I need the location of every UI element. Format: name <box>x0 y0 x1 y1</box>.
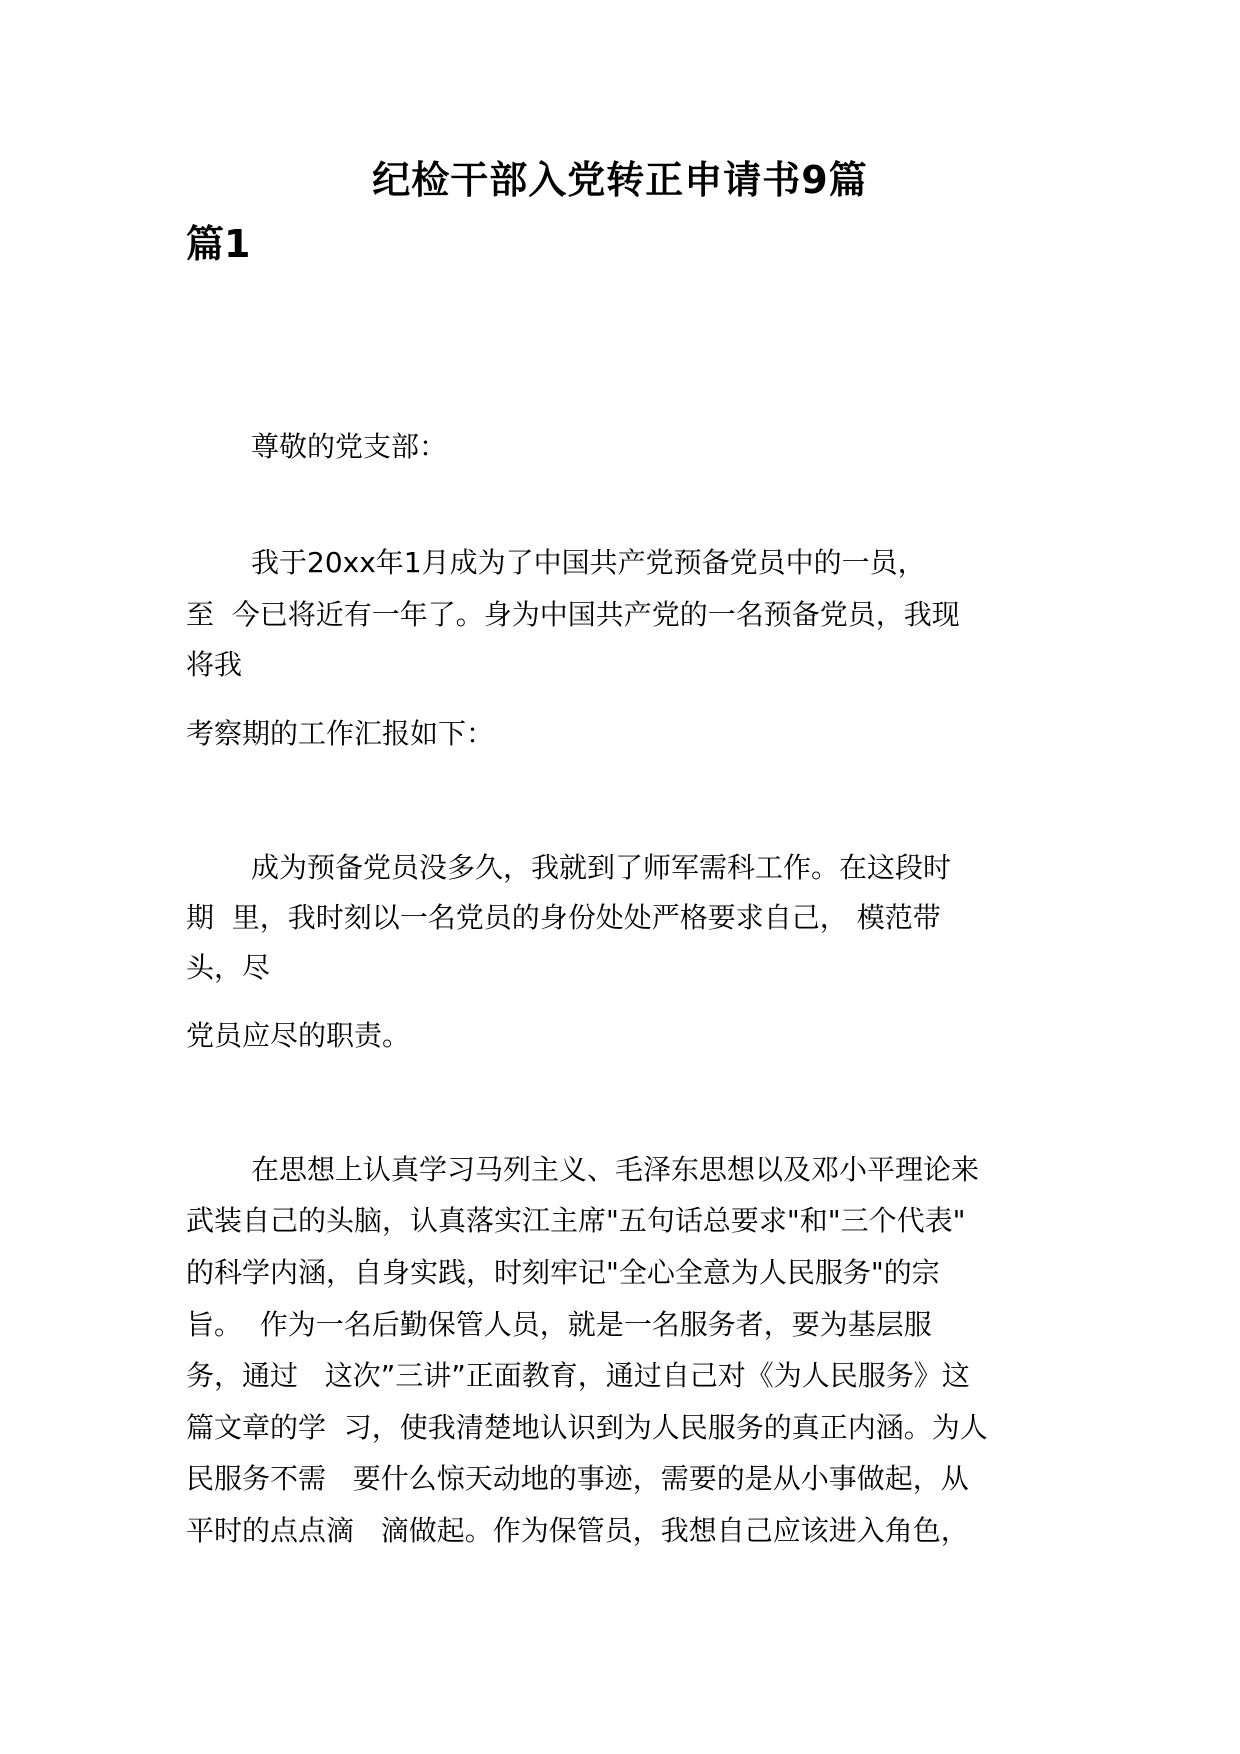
paragraph-1-line-3: 将我 <box>186 648 243 681</box>
paragraph-3-line-1: 在思想上认真学习马列主义、毛泽东思想以及邓小平理论来 <box>251 1153 980 1186</box>
document-title: 纪检干部入党转正申请书9篇 <box>372 158 868 202</box>
paragraph-3-line-4: 旨。 作为一名后勤保管人员，就是一名服务者，要为基层服 <box>186 1308 932 1341</box>
salutation: 尊敬的党支部： <box>251 430 448 463</box>
paragraph-3-line-8: 平时的点点滴 滴做起。作为保管员，我想自己应该进入角色， <box>186 1514 969 1547</box>
paragraph-2-line-1: 成为预备党员没多久，我就到了师军需科工作。在这段时 <box>251 851 952 884</box>
paragraph-3-line-6: 篇文章的学 习，使我清楚地认识到为人民服务的真正内涵。为人 <box>186 1411 988 1444</box>
paragraph-1-line-1: 我于20xx年1月成为了中国共产党预备党员中的一员， <box>251 546 926 579</box>
paragraph-3-line-3: 的科学内涵，自身实践，时刻牢记"全心全意为人民服务"的宗 <box>186 1256 940 1289</box>
paragraph-2-line-2: 期 里，我时刻以一名党员的身份处处严格要求自己， 模范带 <box>186 901 941 934</box>
paragraph-3-line-5: 务，通过 这次”三讲”正面教育，通过自己对《为人民服务》这 <box>186 1359 970 1392</box>
paragraph-2-line-4: 党员应尽的职责。 <box>186 1019 411 1052</box>
paragraph-3-line-2: 武装自己的头脑，认真落实江主席"五句话总要求"和"三个代表" <box>186 1204 966 1237</box>
section-heading: 篇1 <box>186 222 251 266</box>
paragraph-2-line-3: 头，尽 <box>186 951 271 984</box>
paragraph-1-line-4: 考察期的工作汇报如下： <box>186 717 495 750</box>
paragraph-1-line-2: 至 今已将近有一年了。身为中国共产党的一名预备党员，我现 <box>186 598 960 631</box>
paragraph-3-line-7: 民服务不需 要什么惊天动地的事迹，需要的是从小事做起，从 <box>186 1462 969 1495</box>
